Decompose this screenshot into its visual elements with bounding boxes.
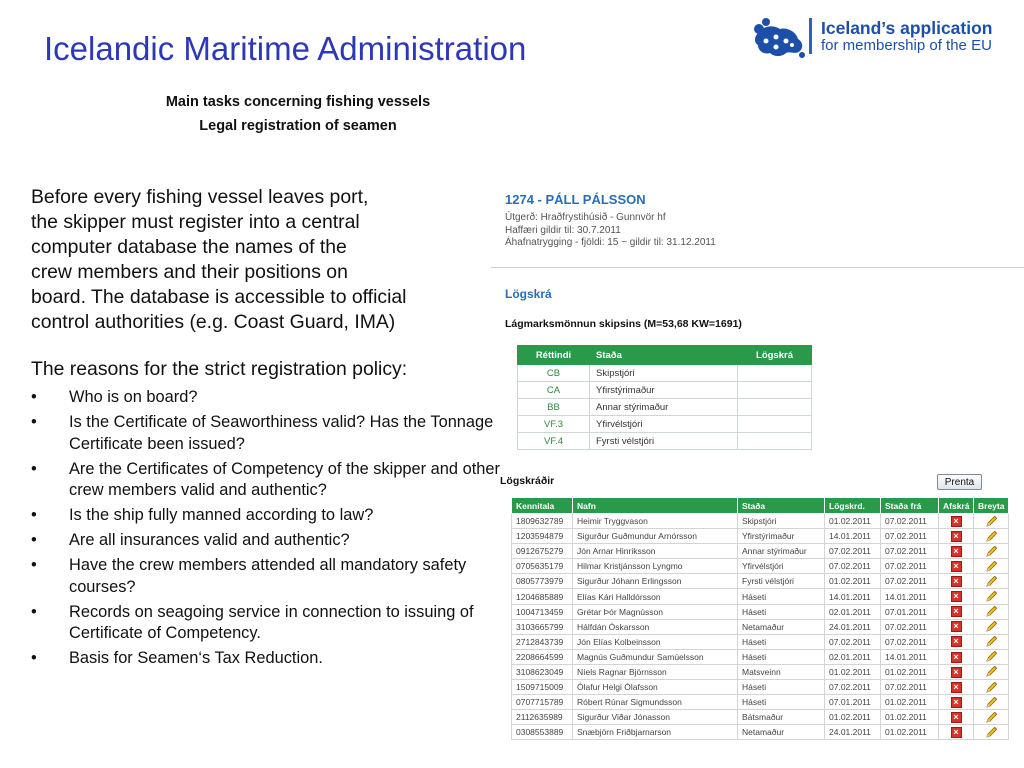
deregister-cell [939, 559, 974, 574]
list-item [31, 648, 501, 670]
list-item [31, 555, 501, 598]
list-item [31, 505, 501, 527]
position-from-cell: 01.02.2011 [881, 710, 939, 725]
name-cell: Heimir Tryggvason [573, 514, 738, 529]
registered-date-cell: 01.02.2011 [825, 574, 881, 589]
edit-cell [974, 574, 1009, 589]
name-cell: Jón Elías Kolbeinsson [573, 634, 738, 649]
deregister-cell [939, 529, 974, 544]
position-cell: Háseti [738, 634, 825, 649]
registered-date-cell: 14.01.2011 [825, 529, 881, 544]
intro-line: crew members and their positions on [31, 261, 348, 283]
deregister-icon[interactable]: × [951, 727, 962, 738]
pencil-icon[interactable] [985, 650, 998, 663]
name-cell: Elías Kári Halldórsson [573, 589, 738, 604]
registered-date-cell: 07.02.2011 [825, 544, 881, 559]
bullet: • [31, 388, 37, 406]
column-header: Réttindi [518, 346, 590, 365]
subtitle-main-tasks: Main tasks concerning fishing vessels [165, 94, 431, 110]
kennitala-cell: 2712843739 [512, 634, 573, 649]
table-row [512, 529, 1009, 544]
position-from-cell: 07.02.2011 [881, 559, 939, 574]
edit-cell [974, 695, 1009, 710]
position-from-cell: 07.02.2011 [881, 529, 939, 544]
intro-line: Before every fishing vessel leaves port, [31, 186, 369, 208]
certificate-code: CB [518, 365, 590, 382]
deregister-cell [939, 604, 974, 619]
table-row [518, 399, 812, 416]
position-from-cell: 07.02.2011 [881, 680, 939, 695]
position-from-cell: 01.02.2011 [881, 664, 939, 679]
registered-cell [738, 433, 812, 450]
deregister-icon[interactable]: × [951, 621, 962, 632]
table-row [512, 680, 1009, 695]
list-item [31, 459, 501, 502]
name-cell: Níels Ragnar Björnsson [573, 664, 738, 679]
pencil-icon[interactable] [985, 635, 998, 648]
column-header: Staða [590, 346, 738, 365]
position-from-cell: 14.01.2011 [881, 589, 939, 604]
intro-line: the skipper must register into a central [31, 211, 360, 233]
registered-date-cell: 02.01.2011 [825, 604, 881, 619]
kennitala-cell: 0707715789 [512, 695, 573, 710]
column-header: Lögskrd. [825, 498, 881, 514]
vessel-operator: Útgerð: Hraðfrystihúsið - Gunnvör hf [505, 212, 666, 223]
table-header-row [518, 346, 812, 365]
registered-date-cell: 07.02.2011 [825, 680, 881, 695]
deregister-cell [939, 619, 974, 634]
table-row [512, 544, 1009, 559]
table-row [512, 619, 1009, 634]
position-cell: Háseti [738, 589, 825, 604]
pencil-icon[interactable] [985, 605, 998, 618]
edit-cell [974, 680, 1009, 695]
position-cell: Fyrsti vélstjóri [738, 574, 825, 589]
print-button[interactable]: Prenta [937, 474, 982, 490]
table-row [512, 574, 1009, 589]
table-row [512, 589, 1009, 604]
deregister-cell [939, 514, 974, 529]
registered-date-cell: 07.02.2011 [825, 634, 881, 649]
deregister-cell [939, 695, 974, 710]
list-item-text: Records on seagoing service in connection to issuing of Certificate of Competency. [69, 602, 474, 642]
intro-line: control authorities (e.g. Coast Guard, IMA) [31, 311, 396, 333]
deregister-icon[interactable]: × [951, 682, 962, 693]
bullet: • [31, 413, 37, 431]
table-row [512, 710, 1009, 725]
kennitala-cell: 3103665799 [512, 619, 573, 634]
table-row [518, 365, 812, 382]
edit-cell [974, 649, 1009, 664]
registered-cell [738, 416, 812, 433]
position-from-cell: 07.02.2011 [881, 634, 939, 649]
position-from-cell: 07.02.2011 [881, 619, 939, 634]
deregister-icon[interactable]: × [951, 546, 962, 557]
certificate-code: CA [518, 382, 590, 399]
position-cell: Háseti [738, 695, 825, 710]
name-cell: Róbert Rúnar Sigmundsson [573, 695, 738, 710]
column-header: Lögskrá [738, 346, 812, 365]
list-item-text: Are all insurances valid and authentic? [69, 531, 350, 549]
kennitala-cell: 0308553889 [512, 725, 573, 740]
pencil-icon[interactable] [985, 575, 998, 588]
name-cell: Sigurður Viðar Jónasson [573, 710, 738, 725]
deregister-cell [939, 574, 974, 589]
minimum-crew-heading: Lágmarksmönnun skipsins (M=53,68 KW=1691) [505, 318, 742, 330]
deregister-cell [939, 634, 974, 649]
subtitle-legal-registration: Legal registration of seamen [199, 118, 397, 134]
intro-line: board. The database is accessible to official [31, 286, 407, 308]
logskra-heading: Lögskrá [505, 287, 552, 301]
name-cell: Sigurður Guðmundur Arnórsson [573, 529, 738, 544]
vessel-info [505, 212, 716, 250]
name-cell: Snæbjörn Friðbjarnarson [573, 725, 738, 740]
column-header: Afskrá [939, 498, 974, 514]
pencil-icon[interactable] [985, 665, 998, 678]
table-row [512, 559, 1009, 574]
table-header-row [512, 498, 1009, 514]
pencil-icon[interactable] [985, 515, 998, 528]
deregister-icon[interactable]: × [951, 667, 962, 678]
position-cell: Bátsmaður [738, 710, 825, 725]
position-from-cell: 01.02.2011 [881, 695, 939, 710]
edit-cell [974, 514, 1009, 529]
list-item-text: Who is on board? [69, 388, 198, 406]
deregister-icon[interactable]: × [951, 652, 962, 663]
deregister-cell [939, 710, 974, 725]
position-cell: Yfirstýrimaður [738, 529, 825, 544]
deregister-cell [939, 544, 974, 559]
registered-date-cell: 01.02.2011 [825, 664, 881, 679]
column-header: Breyta [974, 498, 1009, 514]
kennitala-cell: 1203594879 [512, 529, 573, 544]
edit-cell [974, 710, 1009, 725]
deregister-icon[interactable]: × [951, 561, 962, 572]
deregister-icon[interactable]: × [951, 576, 962, 587]
reasons-heading: The reasons for the strict registration policy: [31, 358, 408, 380]
edit-cell [974, 634, 1009, 649]
name-cell: Jón Arnar Hinriksson [573, 544, 738, 559]
column-header: Staða frá [881, 498, 939, 514]
pencil-icon[interactable] [985, 530, 998, 543]
name-cell: Ólafur Helgi Ólafsson [573, 680, 738, 695]
kennitala-cell: 2208664599 [512, 649, 573, 664]
position-cell: Háseti [738, 604, 825, 619]
deregister-cell [939, 589, 974, 604]
position-cell: Háseti [738, 680, 825, 695]
table-row [512, 649, 1009, 664]
certificate-code: VF.4 [518, 433, 590, 450]
kennitala-cell: 2112635989 [512, 710, 573, 725]
bullet: • [31, 602, 37, 621]
position-from-cell: 07.01.2011 [881, 604, 939, 619]
list-item-text: Is the Certificate of Seaworthiness valid? Has the Tonnage Certificate been issued? [69, 413, 494, 453]
edit-cell [974, 664, 1009, 679]
registered-date-cell: 02.01.2011 [825, 649, 881, 664]
bullet: • [31, 556, 37, 574]
table-row [518, 433, 812, 450]
position-cell: Annar stýrimaður [590, 399, 738, 416]
table-row [518, 416, 812, 433]
kennitala-cell: 1809632789 [512, 514, 573, 529]
edit-cell [974, 725, 1009, 740]
position-cell: Skipstjóri [590, 365, 738, 382]
kennitala-cell: 3108623049 [512, 664, 573, 679]
kennitala-cell: 0912675279 [512, 544, 573, 559]
deregister-cell [939, 649, 974, 664]
position-from-cell: 14.01.2011 [881, 649, 939, 664]
deregister-icon[interactable]: × [951, 591, 962, 602]
deregister-cell [939, 664, 974, 679]
position-cell: Yfirvélstjóri [738, 559, 825, 574]
deregister-cell [939, 725, 974, 740]
position-cell: Annar stýrimaður [738, 544, 825, 559]
vessel-crew-insurance: Áhafnatrygging - fjöldi: 15 ~ gildir til: 31.12.2011 [505, 237, 716, 248]
position-cell: Háseti [738, 649, 825, 664]
registered-date-cell: 07.02.2011 [825, 559, 881, 574]
registered-crew-table [511, 497, 1009, 740]
position-cell: Netamaður [738, 619, 825, 634]
name-cell: Hálfdán Óskarsson [573, 619, 738, 634]
logo-divider [809, 18, 812, 54]
reasons-list [31, 387, 501, 673]
deregister-icon[interactable]: × [951, 606, 962, 617]
list-item [31, 387, 501, 409]
list-item-text: Basis for Seamen‘s Tax Reduction. [69, 649, 323, 667]
table-row [512, 725, 1009, 740]
pencil-icon[interactable] [985, 681, 998, 694]
logo-title: Iceland’s application [821, 18, 993, 38]
certificate-code: BB [518, 399, 590, 416]
list-item [31, 602, 501, 645]
list-item-text: Is the ship fully manned according to law? [69, 506, 374, 524]
position-cell: Netamaður [738, 725, 825, 740]
edit-cell [974, 589, 1009, 604]
position-cell: Yfirstýrimaður [590, 382, 738, 399]
deregister-icon[interactable]: × [951, 516, 962, 527]
vessel-seaworthiness: Haffæri gildir til: 30.7.2011 [505, 224, 621, 236]
position-from-cell: 07.02.2011 [881, 514, 939, 529]
kennitala-cell: 1004713459 [512, 604, 573, 619]
column-header: Kennitala [512, 498, 573, 514]
registered-cell [738, 382, 812, 399]
minimum-crew-table [517, 345, 812, 450]
table-row [512, 604, 1009, 619]
registered-date-cell: 01.02.2011 [825, 514, 881, 529]
logo-subtitle: for membership of the EU [821, 37, 992, 54]
registered-cell [738, 399, 812, 416]
list-item [31, 412, 501, 455]
registered-cell [738, 365, 812, 382]
list-item [31, 530, 501, 552]
table-row [512, 664, 1009, 679]
edit-cell [974, 544, 1009, 559]
column-header: Staða [738, 498, 825, 514]
registered-crew-heading: Lögskráðir [500, 475, 555, 487]
bullet: • [31, 649, 37, 667]
registered-date-cell: 01.02.2011 [825, 710, 881, 725]
registered-date-cell: 24.01.2011 [825, 619, 881, 634]
vessel-title: 1274 - PÁLL PÁLSSON [505, 192, 646, 207]
deregister-cell [939, 680, 974, 695]
registered-date-cell: 24.01.2011 [825, 725, 881, 740]
position-cell: Skipstjóri [738, 514, 825, 529]
table-row [512, 634, 1009, 649]
slide-title: Icelandic Maritime Administration [44, 30, 527, 67]
pencil-icon[interactable] [985, 560, 998, 573]
bullet: • [31, 531, 37, 549]
edit-cell [974, 529, 1009, 544]
pencil-icon[interactable] [985, 696, 998, 709]
name-cell: Grétar Þór Magnússon [573, 604, 738, 619]
intro-paragraph [31, 185, 491, 335]
table-row [512, 514, 1009, 529]
position-cell: Yfirvélstjóri [590, 416, 738, 433]
deregister-icon[interactable]: × [951, 636, 962, 647]
name-cell: Magnús Guðmundur Samúelsson [573, 649, 738, 664]
name-cell: Hilmar Kristjánsson Lyngmo [573, 559, 738, 574]
bullet: • [31, 506, 37, 524]
pencil-icon[interactable] [985, 545, 998, 558]
edit-cell [974, 619, 1009, 634]
kennitala-cell: 0805773979 [512, 574, 573, 589]
deregister-icon[interactable]: × [951, 697, 962, 708]
certificate-code: VF.3 [518, 416, 590, 433]
column-header: Nafn [573, 498, 738, 514]
edit-cell [974, 559, 1009, 574]
list-item-text: Have the crew members attended all mandatory safety courses? [69, 556, 467, 596]
list-item-text: Are the Certificates of Competency of the skipper and other crew members valid and authentic? [69, 459, 500, 499]
pencil-icon[interactable] [985, 620, 998, 633]
position-from-cell: 07.02.2011 [881, 544, 939, 559]
bullet: • [31, 459, 37, 478]
position-from-cell: 07.02.2011 [881, 574, 939, 589]
deregister-icon[interactable]: × [951, 531, 962, 542]
name-cell: Sigurður Jóhann Erlingsson [573, 574, 738, 589]
pencil-icon[interactable] [985, 590, 998, 603]
pencil-icon[interactable] [985, 726, 998, 739]
position-from-cell: 01.02.2011 [881, 725, 939, 740]
position-cell: Matsveinn [738, 664, 825, 679]
table-row [512, 695, 1009, 710]
position-cell: Fyrsti vélstjóri [590, 433, 738, 450]
subtitles [0, 90, 596, 138]
kennitala-cell: 1204685889 [512, 589, 573, 604]
registered-date-cell: 14.01.2011 [825, 589, 881, 604]
edit-cell [974, 604, 1009, 619]
kennitala-cell: 1509715009 [512, 680, 573, 695]
intro-line: computer database the names of the [31, 236, 347, 258]
kennitala-cell: 0705635179 [512, 559, 573, 574]
deregister-icon[interactable]: × [951, 712, 962, 723]
table-row [518, 382, 812, 399]
pencil-icon[interactable] [985, 711, 998, 724]
registered-date-cell: 07.01.2011 [825, 695, 881, 710]
